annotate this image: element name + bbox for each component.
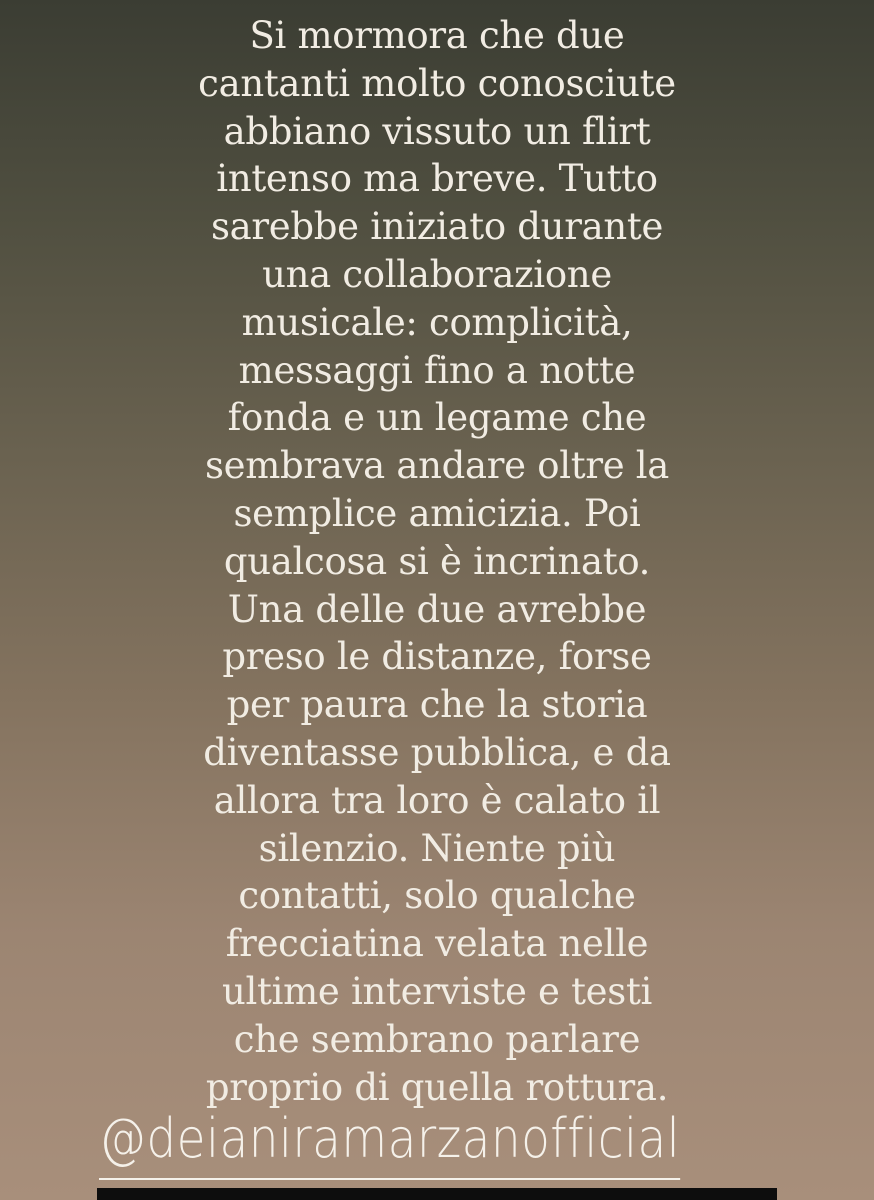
mention-tag[interactable]: @deianiramarzanofficial (99, 1110, 680, 1180)
story-text: Si mormora che due cantanti molto conosciute abbiano vissuto un flirt intenso ma breve. Tutto sarebbe iniziato durante una collaborazione musicale: complicità, messaggi fino a notte fonda e un legame che sembrava andare oltre la semplice amicizia. Poi qualcosa si è incrinato. Una delle due avrebbe preso le distanze, forse per paura che la storia diventasse pubblica, e da allora tra loro è calato il silenzio. Niente più contatti, solo qualche frecciatina velata nelle ultime interviste e testi che sembrano parlare proprio di quella rottura. (198, 14, 676, 1109)
bottom-bar (97, 1188, 777, 1200)
